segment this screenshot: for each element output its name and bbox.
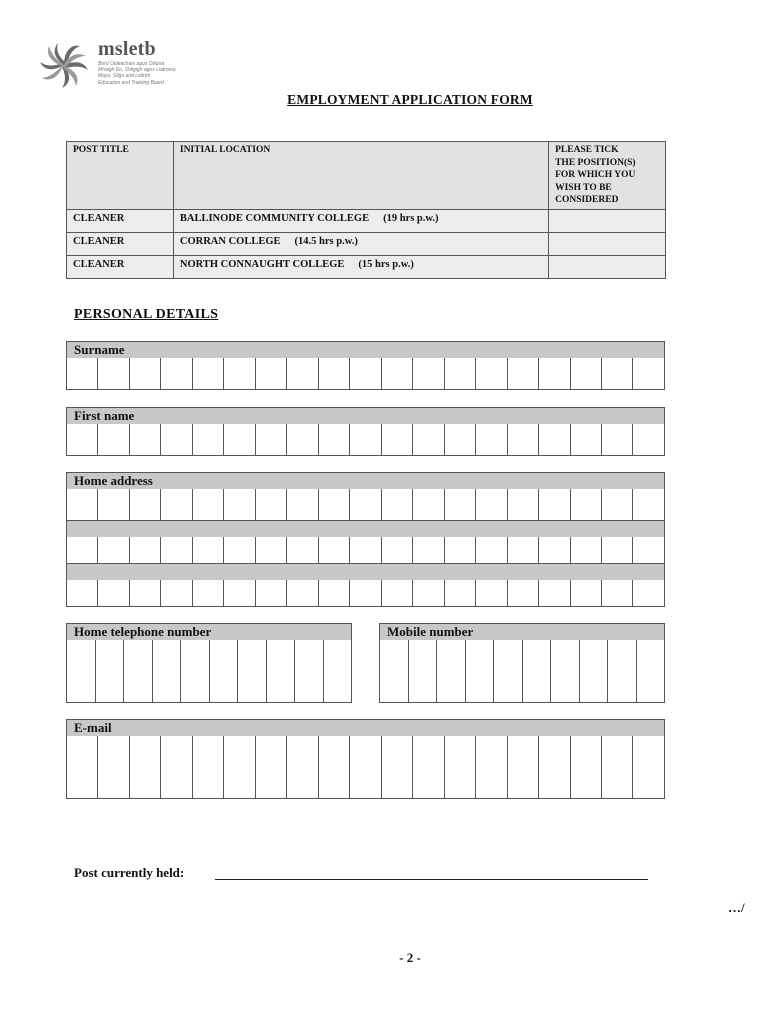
character-box[interactable] — [193, 489, 224, 521]
character-box[interactable] — [153, 671, 182, 703]
character-box[interactable] — [224, 537, 255, 564]
character-box[interactable] — [445, 767, 476, 799]
character-box[interactable] — [382, 424, 413, 456]
character-box[interactable] — [224, 580, 255, 607]
character-box[interactable] — [193, 424, 224, 456]
character-box[interactable] — [633, 580, 664, 607]
character-box[interactable] — [319, 767, 350, 799]
tick-box[interactable] — [549, 232, 666, 255]
personal-details-heading: PERSONAL DETAILS — [74, 307, 219, 322]
character-box[interactable] — [161, 767, 192, 799]
character-box[interactable] — [633, 537, 664, 564]
character-box[interactable] — [580, 671, 609, 703]
character-box[interactable] — [602, 580, 633, 607]
character-box[interactable] — [67, 537, 98, 564]
character-box[interactable] — [350, 580, 381, 607]
post-currently-held-label: Post currently held: — [74, 865, 185, 880]
character-box[interactable] — [409, 640, 438, 672]
mobile-number-label: Mobile number — [379, 623, 665, 641]
character-box[interactable] — [130, 767, 161, 799]
character-box[interactable] — [98, 736, 129, 768]
character-box[interactable] — [130, 424, 161, 456]
character-box[interactable] — [413, 358, 444, 390]
character-box[interactable] — [633, 489, 664, 521]
first-name-label: First name — [66, 407, 665, 425]
character-box[interactable] — [466, 640, 495, 672]
character-box[interactable] — [130, 580, 161, 607]
character-box[interactable] — [382, 537, 413, 564]
character-box[interactable] — [130, 537, 161, 564]
character-box[interactable] — [96, 671, 125, 703]
character-box[interactable] — [445, 537, 476, 564]
character-box[interactable] — [96, 640, 125, 672]
character-box[interactable] — [256, 358, 287, 390]
initial-location-header: INITIAL LOCATION — [173, 142, 548, 210]
character-box[interactable] — [98, 489, 129, 521]
email-label: E-mail — [66, 719, 665, 737]
character-box[interactable] — [193, 736, 224, 768]
character-box[interactable] — [350, 424, 381, 456]
character-box[interactable] — [210, 671, 239, 703]
character-box[interactable] — [551, 671, 580, 703]
character-box[interactable] — [287, 537, 318, 564]
character-box[interactable] — [382, 767, 413, 799]
character-box[interactable] — [539, 358, 570, 390]
character-box[interactable] — [295, 640, 324, 672]
character-box[interactable] — [98, 424, 129, 456]
character-box[interactable] — [476, 537, 507, 564]
logo-name: msletb — [98, 38, 156, 60]
tick-box[interactable] — [549, 255, 666, 278]
tick-header: PLEASE TICK THE POSITION(S) FOR WHICH YOU WISH TO BE CONSIDERED — [549, 142, 666, 210]
character-box[interactable] — [445, 489, 476, 521]
post-currently-held-input-line[interactable] — [215, 879, 648, 880]
character-box[interactable] — [319, 424, 350, 456]
character-box[interactable] — [224, 358, 255, 390]
character-box[interactable] — [350, 767, 381, 799]
character-box[interactable] — [67, 736, 98, 768]
character-box[interactable] — [580, 640, 609, 672]
character-box[interactable] — [287, 424, 318, 456]
surname-input-cells[interactable] — [66, 358, 665, 390]
character-box[interactable] — [409, 671, 438, 703]
character-box[interactable] — [602, 537, 633, 564]
character-box[interactable] — [571, 537, 602, 564]
character-box[interactable] — [508, 767, 539, 799]
home-telephone-label: Home telephone number — [66, 623, 352, 641]
page-number: - 2 - — [399, 950, 421, 965]
character-box[interactable] — [539, 767, 570, 799]
character-box[interactable] — [633, 767, 664, 799]
character-box[interactable] — [161, 358, 192, 390]
positions-header-row — [67, 142, 666, 210]
character-box[interactable] — [224, 424, 255, 456]
character-box[interactable] — [124, 671, 153, 703]
character-box[interactable] — [161, 580, 192, 607]
character-box[interactable] — [437, 640, 466, 672]
character-box[interactable] — [267, 640, 296, 672]
character-box[interactable] — [508, 358, 539, 390]
home-telephone-cells-row-2[interactable] — [66, 671, 352, 703]
character-box[interactable] — [539, 736, 570, 768]
character-box[interactable] — [67, 489, 98, 521]
character-box[interactable] — [98, 358, 129, 390]
character-box[interactable] — [319, 489, 350, 521]
character-box[interactable] — [382, 489, 413, 521]
character-box[interactable] — [476, 424, 507, 456]
character-box[interactable] — [602, 736, 633, 768]
character-box[interactable] — [571, 424, 602, 456]
character-box[interactable] — [319, 358, 350, 390]
character-box[interactable] — [98, 580, 129, 607]
character-box[interactable] — [287, 736, 318, 768]
tick-box[interactable] — [549, 209, 666, 232]
character-box[interactable] — [539, 424, 570, 456]
character-box[interactable] — [67, 671, 96, 703]
character-box[interactable] — [539, 537, 570, 564]
character-box[interactable] — [571, 736, 602, 768]
character-box[interactable] — [413, 537, 444, 564]
character-box[interactable] — [67, 358, 98, 390]
character-box[interactable] — [256, 489, 287, 521]
post-cell: CLEANER — [67, 209, 174, 232]
character-box[interactable] — [508, 736, 539, 768]
character-box[interactable] — [633, 736, 664, 768]
post-cell: CLEANER — [67, 255, 174, 278]
character-box[interactable] — [224, 767, 255, 799]
character-box[interactable] — [637, 671, 666, 703]
post-title-header: POST TITLE — [67, 142, 174, 210]
character-box[interactable] — [238, 640, 267, 672]
character-box[interactable] — [130, 489, 161, 521]
character-box[interactable] — [256, 580, 287, 607]
character-box[interactable] — [193, 537, 224, 564]
character-box[interactable] — [256, 736, 287, 768]
character-box[interactable] — [324, 671, 353, 703]
character-box[interactable] — [67, 424, 98, 456]
mobile-number-cells-row-2[interactable] — [379, 671, 665, 703]
character-box[interactable] — [287, 489, 318, 521]
character-box[interactable] — [476, 489, 507, 521]
post-cell: CLEANER — [67, 232, 174, 255]
form-title: EMPLOYMENT APPLICATION FORM — [287, 92, 533, 107]
character-box[interactable] — [67, 767, 98, 799]
character-box[interactable] — [161, 489, 192, 521]
address-separator — [66, 563, 665, 581]
character-box[interactable] — [319, 736, 350, 768]
character-box[interactable] — [319, 580, 350, 607]
character-box[interactable] — [380, 640, 409, 672]
character-box[interactable] — [98, 537, 129, 564]
character-box[interactable] — [224, 736, 255, 768]
surname-label: Surname — [66, 341, 665, 359]
character-box[interactable] — [539, 580, 570, 607]
character-box[interactable] — [295, 671, 324, 703]
character-box[interactable] — [476, 358, 507, 390]
character-box[interactable] — [508, 424, 539, 456]
character-box[interactable] — [476, 580, 507, 607]
character-box[interactable] — [350, 736, 381, 768]
character-box[interactable] — [161, 424, 192, 456]
mobile-number-cells-row-1[interactable] — [379, 640, 665, 672]
location-cell: BALLINODE COMMUNITY COLLEGE (19 hrs p.w.) — [173, 209, 548, 232]
character-box[interactable] — [445, 424, 476, 456]
character-box[interactable] — [633, 358, 664, 390]
swirl-logo-icon — [36, 40, 92, 90]
character-box[interactable] — [193, 767, 224, 799]
character-box[interactable] — [571, 489, 602, 521]
character-box[interactable] — [476, 736, 507, 768]
character-box[interactable] — [494, 671, 523, 703]
home-address-line-3-cells[interactable] — [66, 580, 665, 607]
home-address-line-2-cells[interactable] — [66, 537, 665, 564]
character-box[interactable] — [124, 640, 153, 672]
character-box[interactable] — [350, 358, 381, 390]
character-box[interactable] — [380, 671, 409, 703]
email-cells-row-1[interactable] — [66, 736, 665, 768]
character-box[interactable] — [287, 358, 318, 390]
msletb-logo — [36, 40, 196, 90]
character-box[interactable] — [350, 489, 381, 521]
character-box[interactable] — [238, 671, 267, 703]
character-box[interactable] — [256, 424, 287, 456]
character-box[interactable] — [633, 424, 664, 456]
continued-mark: …/ — [728, 900, 745, 915]
character-box[interactable] — [153, 640, 182, 672]
character-box[interactable] — [437, 671, 466, 703]
character-box[interactable] — [161, 537, 192, 564]
character-box[interactable] — [551, 640, 580, 672]
logo-tagline: Bord Oideachais agus Oiliúna Mhaigh Eo, Shligigh agus Liatroma Mayo, Sligo and Leitrim Education and Training Board — [98, 61, 176, 86]
character-box[interactable] — [445, 358, 476, 390]
character-box[interactable] — [193, 358, 224, 390]
character-box[interactable] — [161, 736, 192, 768]
table-row — [67, 255, 666, 278]
character-box[interactable] — [445, 736, 476, 768]
character-box[interactable] — [413, 736, 444, 768]
character-box[interactable] — [256, 767, 287, 799]
character-box[interactable] — [413, 489, 444, 521]
character-box[interactable] — [602, 489, 633, 521]
character-box[interactable] — [319, 537, 350, 564]
character-box[interactable] — [602, 424, 633, 456]
character-box[interactable] — [571, 358, 602, 390]
character-box[interactable] — [571, 767, 602, 799]
character-box[interactable] — [382, 736, 413, 768]
character-box[interactable] — [287, 580, 318, 607]
character-box[interactable] — [267, 671, 296, 703]
email-cells-row-2[interactable] — [66, 767, 665, 799]
first-name-input-cells[interactable] — [66, 424, 665, 456]
character-box[interactable] — [476, 767, 507, 799]
character-box[interactable] — [508, 489, 539, 521]
character-box[interactable] — [637, 640, 666, 672]
home-telephone-cells-row-1[interactable] — [66, 640, 352, 672]
character-box[interactable] — [382, 580, 413, 607]
character-box[interactable] — [193, 580, 224, 607]
character-box[interactable] — [130, 358, 161, 390]
character-box[interactable] — [67, 580, 98, 607]
character-box[interactable] — [256, 537, 287, 564]
character-box[interactable] — [287, 767, 318, 799]
character-box[interactable] — [523, 640, 552, 672]
table-row — [67, 232, 666, 255]
character-box[interactable] — [413, 424, 444, 456]
character-box[interactable] — [508, 537, 539, 564]
character-box[interactable] — [466, 671, 495, 703]
character-box[interactable] — [523, 671, 552, 703]
positions-table — [66, 141, 666, 279]
character-box[interactable] — [324, 640, 353, 672]
address-separator — [66, 520, 665, 538]
character-box[interactable] — [602, 767, 633, 799]
location-cell: NORTH CONNAUGHT COLLEGE (15 hrs p.w.) — [173, 255, 548, 278]
character-box[interactable] — [181, 671, 210, 703]
character-box[interactable] — [224, 489, 255, 521]
character-box[interactable] — [67, 640, 96, 672]
character-box[interactable] — [571, 580, 602, 607]
character-box[interactable] — [539, 489, 570, 521]
table-row — [67, 209, 666, 232]
character-box[interactable] — [130, 736, 161, 768]
character-box[interactable] — [413, 580, 444, 607]
character-box[interactable] — [210, 640, 239, 672]
character-box[interactable] — [98, 767, 129, 799]
character-box[interactable] — [608, 671, 637, 703]
character-box[interactable] — [350, 537, 381, 564]
home-address-line-1-cells[interactable] — [66, 489, 665, 521]
character-box[interactable] — [494, 640, 523, 672]
character-box[interactable] — [181, 640, 210, 672]
character-box[interactable] — [602, 358, 633, 390]
character-box[interactable] — [608, 640, 637, 672]
character-box[interactable] — [413, 767, 444, 799]
character-box[interactable] — [445, 580, 476, 607]
character-box[interactable] — [382, 358, 413, 390]
home-address-label: Home address — [66, 472, 665, 490]
location-cell: CORRAN COLLEGE (14.5 hrs p.w.) — [173, 232, 548, 255]
character-box[interactable] — [508, 580, 539, 607]
